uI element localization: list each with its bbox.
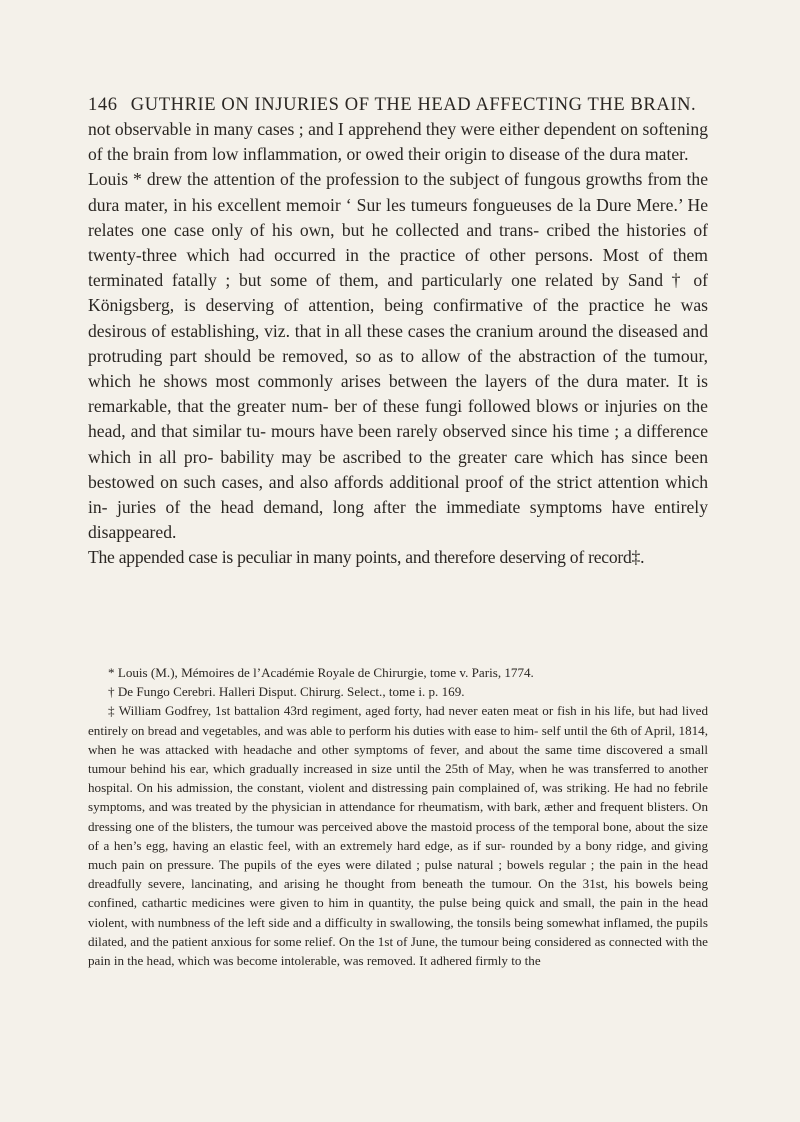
paragraph-3: The appended case is peculiar in many points, and therefore deserving of record‡. — [88, 547, 645, 568]
running-title: GUTHRIE ON INJURIES OF THE HEAD AFFECTING THE BRAIN. — [130, 95, 697, 115]
paragraph-1: not observable in many cases ; and I apprehend they were either dependent on softening of the brain from low inflammation, or owed their origin to disease of the dura mater. — [88, 119, 708, 165]
main-text — [88, 117, 708, 571]
footnotes — [88, 663, 708, 970]
footnote-2: † De Fungo Cerebri. Halleri Disput. Chirurg. Select., tome i. p. 169. — [108, 684, 465, 700]
running-header — [88, 95, 708, 116]
paragraph-2: Louis * drew the attention of the profession to the subject of fungous growths from the dura mater, in his excellent memoir ‘ Sur les tumeurs fongueuses de la Dure Mere.’ He relates one case only of his own, but he collected and trans- cribed the histories of twenty-three which had occurred in the practice of other persons. Most of them terminated fatally ; but some of them, and particularly one related by Sand † of Königsberg, is deserving of attention, being confirmative of the practice he was desirous of establishing, viz. that in all these cases the cranium around the diseased and protruding part should be removed, so as to allow of the abstraction of the tumour, which he shows most commonly arises between the layers of the dura mater. It is remarkable, that the greater num- ber of these fungi followed blows or injuries on the head, and that similar tu- mours have been rarely observed since his time ; a difference which in all pro- bability may be ascribed to the greater care which has since been bestowed on such cases, and also affords additional proof of the strict attention which in- juries of the head demand, long after the immediate symptoms have entirely disappeared. — [88, 169, 708, 543]
footnote-3: ‡ William Godfrey, 1st battalion 43rd regiment, aged forty, had never eaten meat or fish in his life, but had lived entirely on bread and vegetables, and was able to perform his duties with ease to him- self until the 6th of April, 1814, when he was attacked with headache and other symptoms of fever, and about the same time discovered a small tumour behind his ear, which gradually increased in size until the 25th of May, when he was transferred to another hospital. On his admission, the constant, violent and distressing pain complained of, was striking. He had no febrile symptoms, and was treated by the physician in attendance for rheumatism, with bark, æther and frequent blisters. On dressing one of the blisters, the tumour was perceived above the mastoid process of the temporal bone, about the size of a hen’s egg, having an elastic feel, with an extremely hard edge, as if sur- rounded by a bony ridge, and giving much pain on pressure. The pupils of the eyes were dilated ; pulse natural ; bowels regular ; the pain in the head dreadfully severe, lancinating, and arising he thought from beneath the tumour. On the 31st, his bowels being confined, cathartic medicines were given to him in quantity, the pulse being quick and small, the pain in the head violent, with numbness of the left side and a difficulty in swallowing, the tonsils being somewhat inflamed, the pupils dilated, and the patient anxious for some relief. On the 1st of June, the tumour being considered as connected with the pain in the head, which was become intolerable, was removed. It adhered firmly to the — [88, 703, 708, 969]
page-number: 146 — [88, 95, 118, 115]
footnote-1: * Louis (M.), Mémoires de l’Académie Royale de Chirurgie, tome v. Paris, 1774. — [108, 665, 534, 680]
